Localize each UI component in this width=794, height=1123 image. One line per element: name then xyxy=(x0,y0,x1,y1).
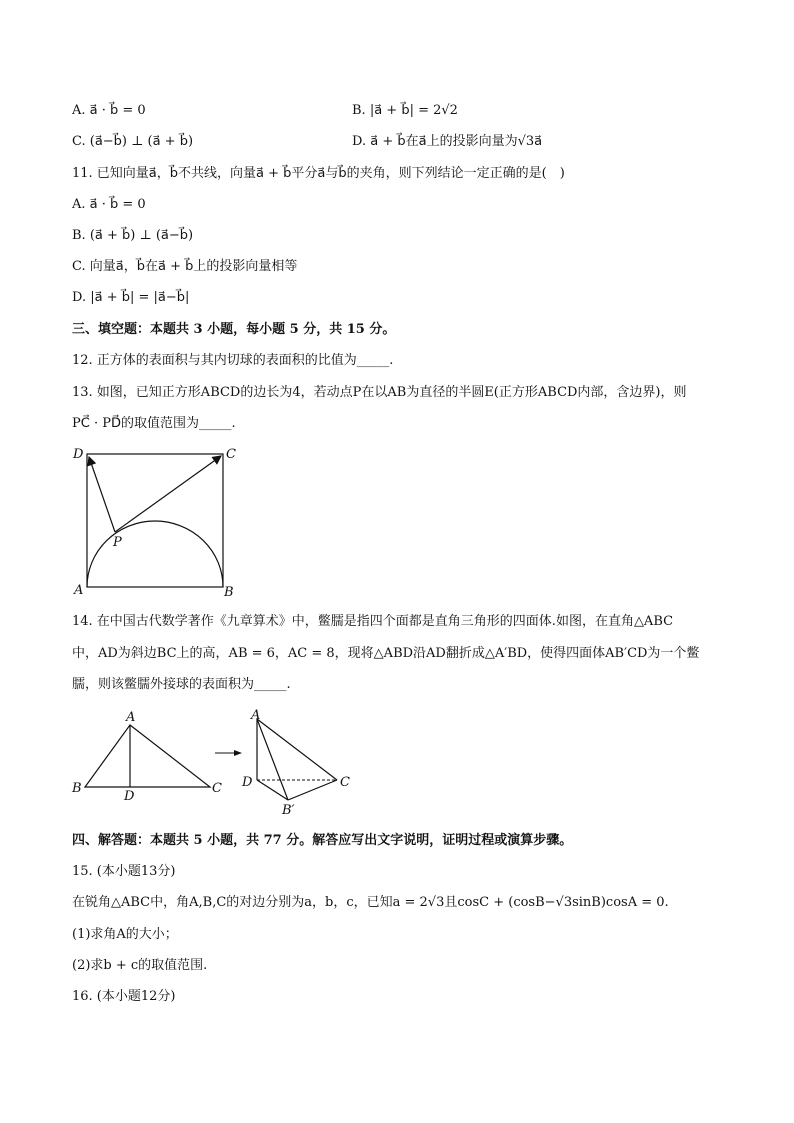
semicircle-e xyxy=(87,521,223,587)
q14-stem-line2: 中，AD为斜边BC上的高，AB = 6，AC = 8，现将△ABD沿AD翻折成△A′BD，使得四面体AB′CD为一个鳖 xyxy=(72,646,700,661)
q14-figure xyxy=(70,705,370,820)
label-a-left: A xyxy=(126,710,136,725)
label-p: P xyxy=(113,535,122,550)
q15-stem: 在锐角△ABC中，角A,B,C的对边分别为a，b，c，已知a = 2√3且cosC + (cosB−√3sinB)cosA = 0. xyxy=(72,895,669,910)
section-4-heading: 四、解答题：本题共 5 小题，共 77 分。解答应写出文字说明，证明过程或演算步骤。 xyxy=(72,833,573,848)
vector-pc xyxy=(115,456,221,532)
q13-stem-line1: 13. 如图，已知正方形ABCD的边长为4，若动点P在以AB为直径的半圆E(正方形ABCD内部，含边界)，则 xyxy=(72,385,687,400)
label-c-right: C xyxy=(340,775,350,790)
q10-option-d: D. a⃗ + b⃗在a⃗上的投影向量为√3a⃗ xyxy=(352,134,543,149)
label-d-right: D xyxy=(242,775,253,790)
label-a-right: A xyxy=(251,708,261,723)
label-d-left: D xyxy=(124,789,135,804)
q14-stem-line1: 14. 在中国古代数学著作《九章算术》中，鳖臑是指四个面都是直角三角形的四面体.如图，在直角△ABC xyxy=(72,614,674,629)
q15-title: 15. (本小题13分) xyxy=(72,864,176,879)
q10-option-a: A. a⃗ · b⃗ = 0 xyxy=(72,103,146,118)
q15-part2: (2)求b + c的取值范围. xyxy=(72,958,208,973)
q13-figure xyxy=(70,440,250,600)
label-a: A xyxy=(74,583,84,598)
q10-option-c: C. (a⃗−b⃗) ⊥ (a⃗ + b⃗) xyxy=(72,134,194,149)
q16-title: 16. (本小题12分) xyxy=(72,989,176,1004)
label-c: C xyxy=(226,447,236,462)
q11-option-d: D. |a⃗ + b⃗| = |a⃗−b⃗| xyxy=(72,290,190,305)
q11-stem: 11. 已知向量a⃗，b⃗不共线，向量a⃗ + b⃗平分a⃗与b⃗的夹角，则下列结论一定正确的是( ) xyxy=(72,166,565,181)
q11-option-c: C. 向量a⃗，b⃗在a⃗ + b⃗上的投影向量相等 xyxy=(72,259,298,274)
q14-stem-line3: 臑，则该鳖臑外接球的表面积为_____. xyxy=(72,677,291,692)
label-c-left: C xyxy=(212,781,222,796)
section-3-heading: 三、填空题：本题共 3 小题，每小题 5 分，共 15 分。 xyxy=(72,322,396,337)
q15-part1: (1)求角A的大小； xyxy=(72,927,178,942)
q10-option-b: B. |a⃗ + b⃗| = 2√2 xyxy=(352,103,458,118)
q11-option-b: B. (a⃗ + b⃗) ⊥ (a⃗−b⃗) xyxy=(72,228,194,243)
q12-stem: 12. 正方体的表面积与其内切球的表面积的比值为_____. xyxy=(72,353,394,368)
triangle-abc xyxy=(85,725,210,787)
label-b-left: B xyxy=(72,781,82,796)
label-d: D xyxy=(73,447,84,462)
label-b-prime: B′ xyxy=(282,803,295,818)
q13-stem-line2: PC⃗ · PD⃗的取值范围为_____. xyxy=(72,416,236,431)
vector-pd xyxy=(89,457,115,532)
label-b: B xyxy=(224,585,234,600)
q11-option-a: A. a⃗ · b⃗ = 0 xyxy=(72,197,146,212)
